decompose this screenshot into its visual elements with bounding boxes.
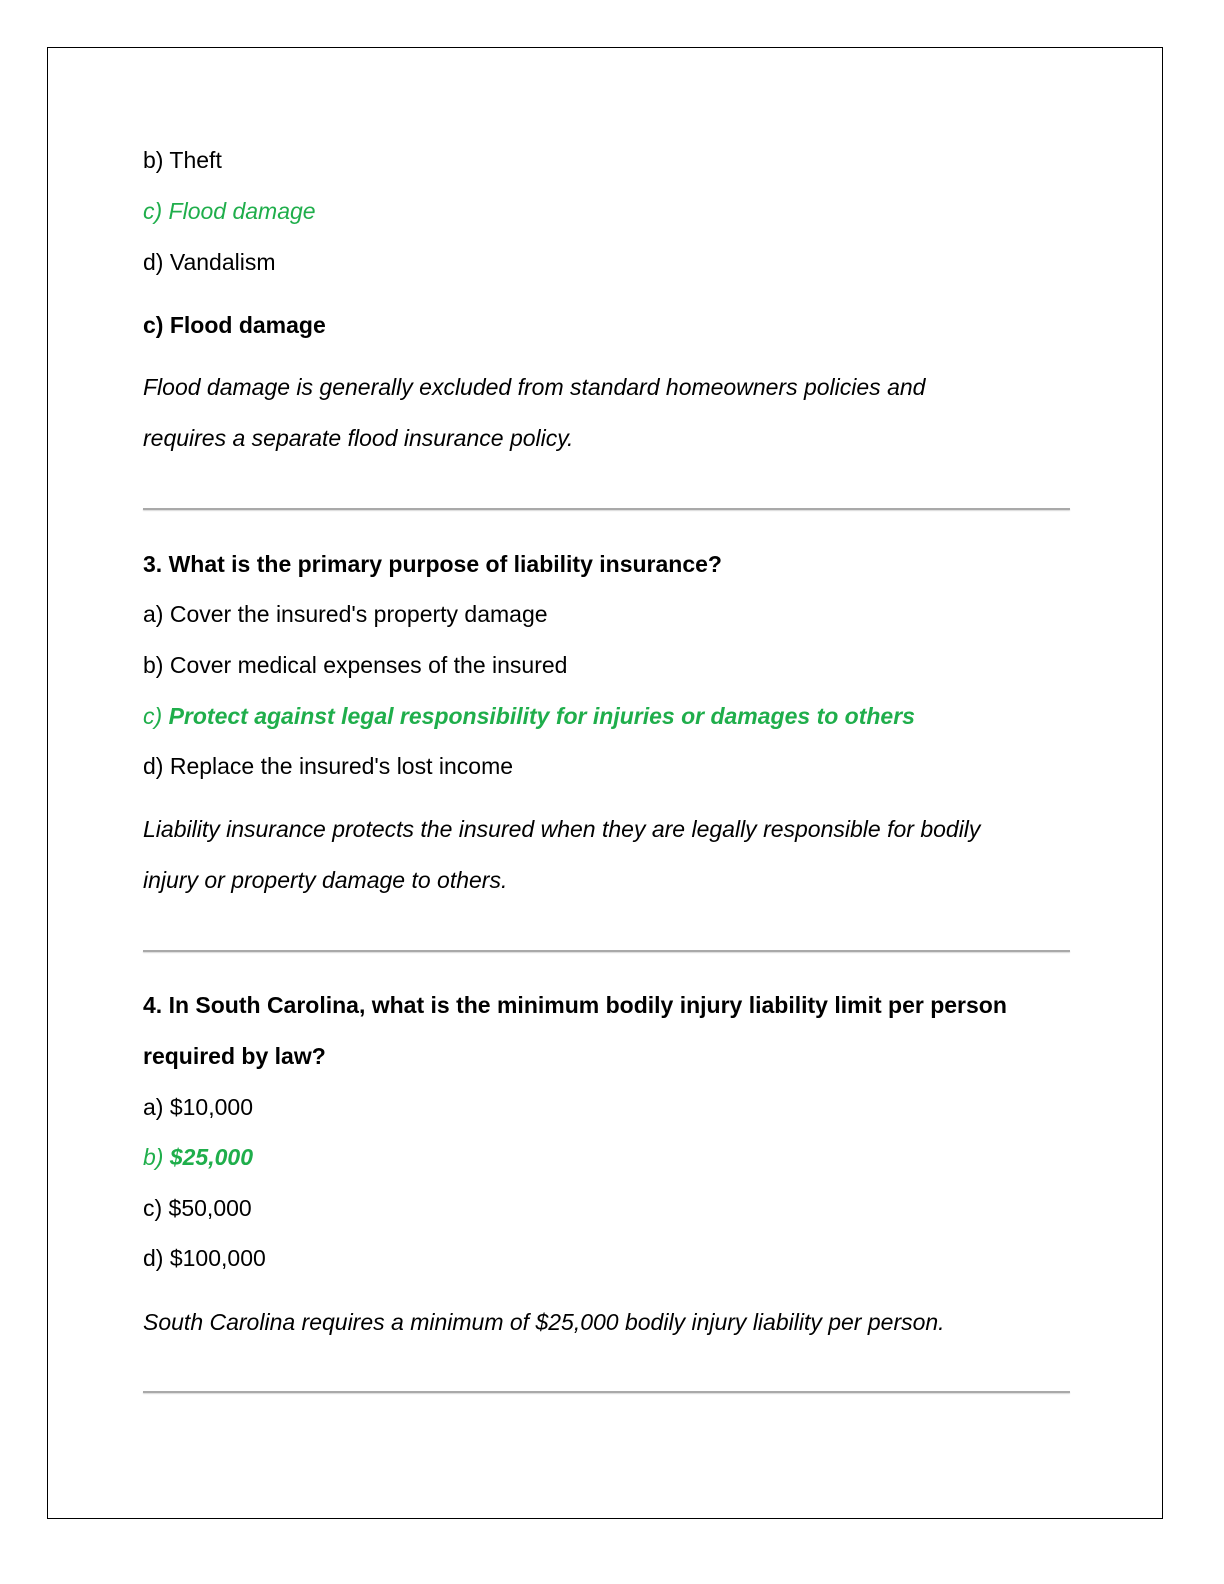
q2-option-b: b) Theft <box>143 147 222 173</box>
q4-question-line2: required by law? <box>143 1043 326 1069</box>
divider-1 <box>143 508 1070 510</box>
q4-option-c: c) $50,000 <box>143 1195 252 1221</box>
q4-explanation: South Carolina requires a minimum of $25,000 bodily injury liability per person. <box>143 1309 945 1335</box>
q3-option-c-prefix: c) <box>143 703 169 729</box>
q4-option-b-correct <box>143 1142 253 1172</box>
q4-question-line1: 4. In South Carolina, what is the minimum bodily injury liability limit per person <box>143 992 1007 1018</box>
q3-option-d: d) Replace the insured's lost income <box>143 753 514 779</box>
q3-option-a: a) Cover the insured's property damage <box>143 601 548 627</box>
q3-option-c-correct <box>143 701 915 731</box>
q4-option-b-text: $25,000 <box>169 1144 253 1170</box>
q2-option-d: d) Vandalism <box>143 249 276 275</box>
q3-explanation-line2: injury or property damage to others. <box>143 867 508 893</box>
divider-3 <box>143 1391 1070 1393</box>
q3-option-c-text: Protect against legal responsibility for injuries or damages to others <box>168 703 915 729</box>
q4-option-d: d) $100,000 <box>143 1245 266 1271</box>
q3-explanation-line1: Liability insurance protects the insured when they are legally responsible for bodily <box>143 816 981 842</box>
q2-answer: c) Flood damage <box>143 312 326 338</box>
q4-option-b-prefix: b) <box>143 1144 170 1170</box>
q3-option-b: b) Cover medical expenses of the insured <box>143 652 568 678</box>
q4-option-a: a) $10,000 <box>143 1094 253 1120</box>
divider-2 <box>143 950 1070 952</box>
q2-explanation-line2: requires a separate flood insurance policy. <box>143 425 574 451</box>
q2-option-c-correct: c) Flood damage <box>143 198 316 224</box>
q2-explanation-line1: Flood damage is generally excluded from standard homeowners policies and <box>143 374 926 400</box>
q3-question: 3. What is the primary purpose of liability insurance? <box>143 551 722 577</box>
